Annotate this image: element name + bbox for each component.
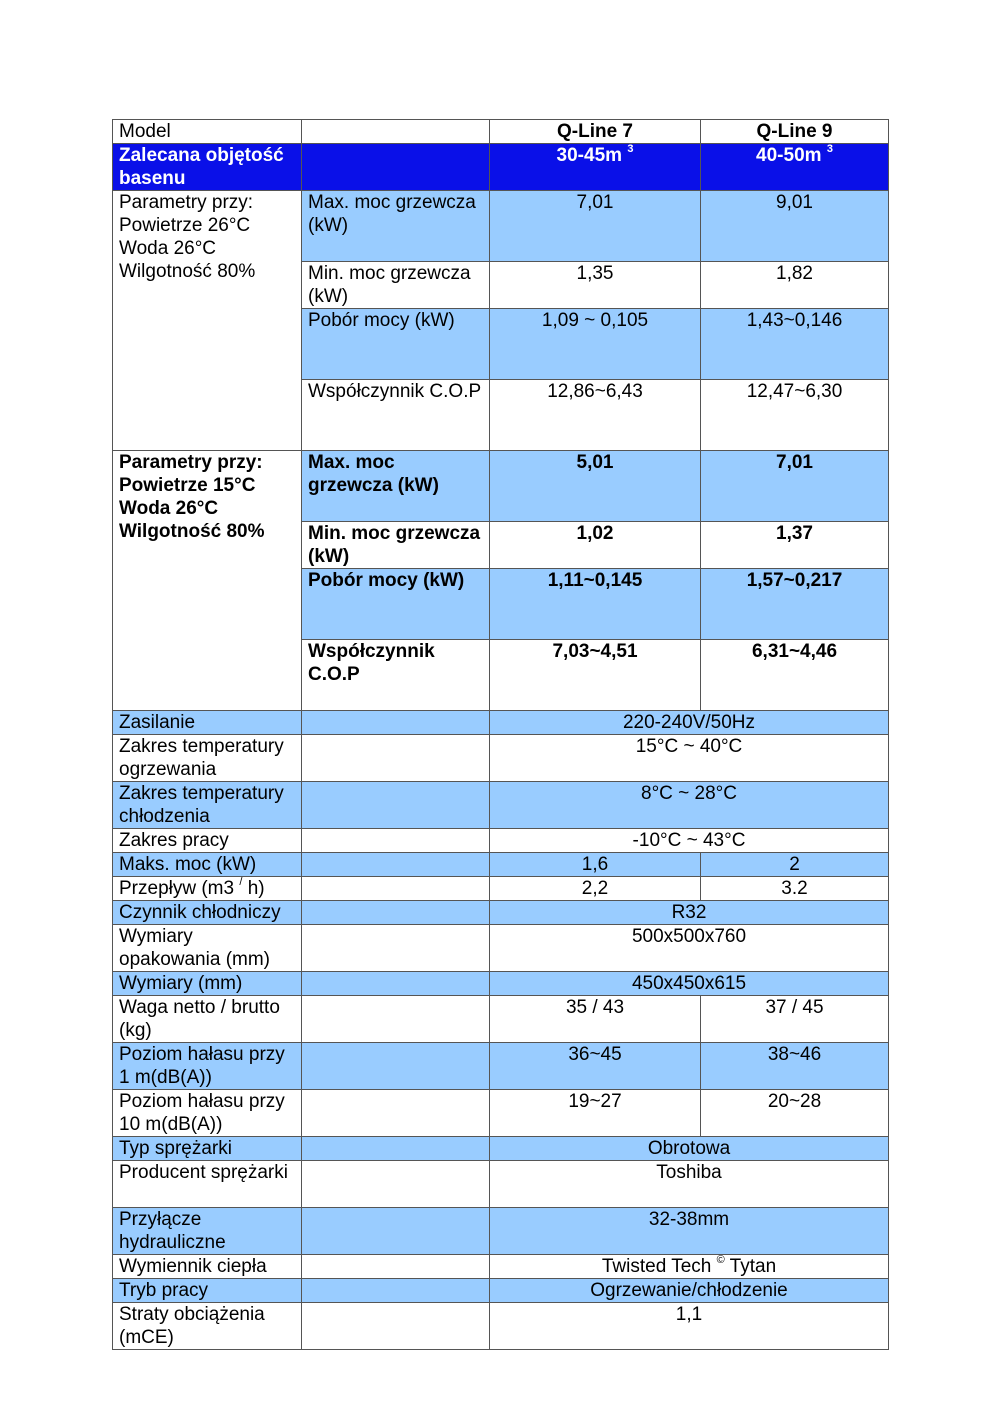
spec-label: Waga netto / brutto (kg) (113, 996, 302, 1043)
spec-label: Tryb pracy (113, 1279, 302, 1303)
spec-value: R32 (490, 901, 889, 925)
spec-value-col2: 20~28 (701, 1090, 889, 1137)
spec-row-halas1 (113, 1043, 889, 1090)
pool-row (113, 144, 889, 191)
g2-param-label: Min. moc grzewcza (kW) (302, 522, 490, 569)
spec-value: 15°C ~ 40°C (490, 735, 889, 782)
spec-value: Ogrzewanie/chłodzenie (490, 1279, 889, 1303)
g2-value-col1: 7,03~4,51 (490, 640, 701, 711)
spec-row-wym-opak (113, 925, 889, 972)
g2-param-label: Max. moc grzewcza (kW) (302, 451, 490, 522)
g1-row-0 (113, 191, 889, 262)
g2-param-label: Pobór mocy (kW) (302, 569, 490, 640)
spec-row-tryb (113, 1279, 889, 1303)
header-col2: Q-Line 9 (701, 120, 889, 144)
spec-blank (302, 1161, 490, 1208)
spec-value: 220-240V/50Hz (490, 711, 889, 735)
spec-value-col1: 2,2 (490, 877, 701, 901)
spec-value-col1: 1,6 (490, 853, 701, 877)
spec-row-zasilanie (113, 711, 889, 735)
header-model: Model (113, 120, 302, 144)
spec-blank (302, 1137, 490, 1161)
spec-blank (302, 1208, 490, 1255)
spec-blank (302, 829, 490, 853)
spec-blank (302, 996, 490, 1043)
spec-value: Toshiba (490, 1161, 889, 1208)
spec-label: Poziom hałasu przy 10 m(dB(A)) (113, 1090, 302, 1137)
spec-label: Zakres temperatury chłodzenia (113, 782, 302, 829)
spec-label: Wymiary opakowania (mm) (113, 925, 302, 972)
spec-row-halas10 (113, 1090, 889, 1137)
spec-row-zakres-chl (113, 782, 889, 829)
spec-blank (302, 1043, 490, 1090)
g1-value-col2: 12,47~6,30 (701, 380, 889, 451)
header-row (113, 120, 889, 144)
spec-label: Czynnik chłodniczy (113, 901, 302, 925)
g1-param-label: Min. moc grzewcza (kW) (302, 262, 490, 309)
g1-value-col1: 7,01 (490, 191, 701, 262)
spec-blank (302, 972, 490, 996)
g2-value-col2: 1,57~0,217 (701, 569, 889, 640)
g2-value-col1: 1,02 (490, 522, 701, 569)
spec-blank (302, 901, 490, 925)
spec-value-col1: 35 / 43 (490, 996, 701, 1043)
g2-label: Parametry przy: Powietrze 15°C Woda 26°C Wilgotność 80% (113, 451, 302, 711)
spec-label: Przepływ (m3 / h) (113, 877, 302, 901)
g1-label: Parametry przy: Powietrze 26°C Woda 26°C Wilgotność 80% (113, 191, 302, 451)
g1-value-col2: 1,43~0,146 (701, 309, 889, 380)
spec-label: Poziom hałasu przy 1 m(dB(A)) (113, 1043, 302, 1090)
spec-value: -10°C ~ 43°C (490, 829, 889, 853)
spec-row-czynnik (113, 901, 889, 925)
g1-param-label: Pobór mocy (kW) (302, 309, 490, 380)
spec-blank (302, 1090, 490, 1137)
header-blank (302, 120, 490, 144)
g1-value-col2: 9,01 (701, 191, 889, 262)
g2-row-0 (113, 451, 889, 522)
spec-table (112, 119, 889, 1350)
g2-value-col2: 1,37 (701, 522, 889, 569)
spec-value-col2: 38~46 (701, 1043, 889, 1090)
spec-blank (302, 925, 490, 972)
spec-blank (302, 1303, 490, 1350)
spec-value-col1: 19~27 (490, 1090, 701, 1137)
g1-value-col2: 1,82 (701, 262, 889, 309)
spec-blank (302, 782, 490, 829)
spec-label: Typ sprężarki (113, 1137, 302, 1161)
spec-blank (302, 735, 490, 782)
spec-label: Maks. moc (kW) (113, 853, 302, 877)
spec-value: 1,1 (490, 1303, 889, 1350)
spec-blank (302, 1279, 490, 1303)
spec-value-col2: 3.2 (701, 877, 889, 901)
spec-value-col1: 36~45 (490, 1043, 701, 1090)
g1-param-label: Max. moc grzewcza (kW) (302, 191, 490, 262)
spec-row-waga (113, 996, 889, 1043)
spec-value: 32-38mm (490, 1208, 889, 1255)
spec-label: Wymiary (mm) (113, 972, 302, 996)
spec-value-col2: 37 / 45 (701, 996, 889, 1043)
pool-label: Zalecana objętość basenu (113, 144, 302, 191)
g1-value-col1: 1,09 ~ 0,105 (490, 309, 701, 380)
spec-blank (302, 711, 490, 735)
spec-row-wymiennik (113, 1255, 889, 1279)
g1-param-label: Współczynnik C.O.P (302, 380, 490, 451)
g2-value-col2: 6,31~4,46 (701, 640, 889, 711)
spec-value: 450x450x615 (490, 972, 889, 996)
spec-row-prod-spr (113, 1161, 889, 1208)
g1-value-col1: 12,86~6,43 (490, 380, 701, 451)
spec-value: Twisted Tech © Tytan (490, 1255, 889, 1279)
spec-row-zakres-grz (113, 735, 889, 782)
pool-blank (302, 144, 490, 191)
g2-param-label: Współczynnik C.O.P (302, 640, 490, 711)
spec-label: Straty obciążenia (mCE) (113, 1303, 302, 1350)
spec-row-przylacze (113, 1208, 889, 1255)
spec-blank (302, 853, 490, 877)
spec-value: Obrotowa (490, 1137, 889, 1161)
spec-blank (302, 877, 490, 901)
pool-col1: 30-45m $^3$ (490, 144, 701, 191)
g2-value-col1: 1,11~0,145 (490, 569, 701, 640)
header-col1: Q-Line 7 (490, 120, 701, 144)
spec-value-col2: 2 (701, 853, 889, 877)
spec-label: Zakres pracy (113, 829, 302, 853)
spec-label: Zasilanie (113, 711, 302, 735)
spec-blank (302, 1255, 490, 1279)
spec-value: 8°C ~ 28°C (490, 782, 889, 829)
spec-row-zakres-pracy (113, 829, 889, 853)
pool-col2: 40-50m $^3$ (701, 144, 889, 191)
g2-value-col1: 5,01 (490, 451, 701, 522)
g2-value-col2: 7,01 (701, 451, 889, 522)
spec-label: Wymiennik ciepła (113, 1255, 302, 1279)
spec-row-typ-spr (113, 1137, 889, 1161)
spec-value: 500x500x760 (490, 925, 889, 972)
spec-label: Producent sprężarki (113, 1161, 302, 1208)
spec-row-przeplyw (113, 877, 889, 901)
spec-row-maks-moc (113, 853, 889, 877)
spec-label: Przyłącze hydrauliczne (113, 1208, 302, 1255)
spec-row-straty (113, 1303, 889, 1350)
spec-row-wymiary (113, 972, 889, 996)
g1-value-col1: 1,35 (490, 262, 701, 309)
spec-label: Zakres temperatury ogrzewania (113, 735, 302, 782)
